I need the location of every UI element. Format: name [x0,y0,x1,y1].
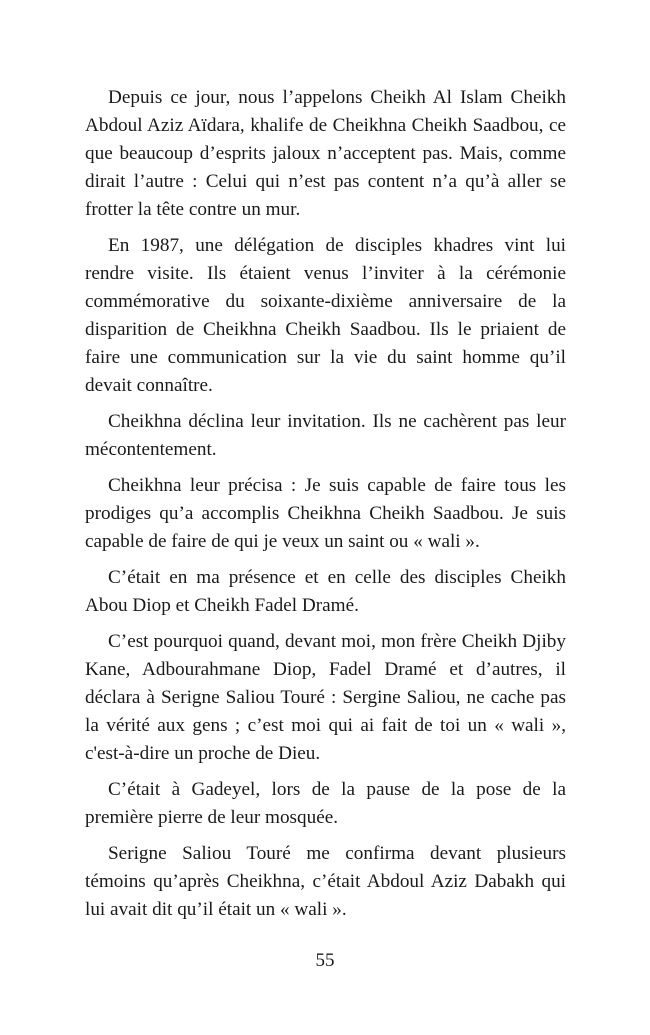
paragraph: Cheikhna déclina leur invitation. Ils ne cachèrent pas leur mécontentement. [85,411,566,460]
body-text [85,84,566,932]
paragraph: C’était à Gadeyel, lors de la pause de la pose de la première pierre de leur mosquée. [85,779,566,828]
paragraph: En 1987, une délégation de disciples khadres vint lui rendre visite. Ils étaient venus l’inviter à la cérémonie commémorative du soixante-dixième anniversaire de la disparition de Cheikhna Cheikh Saadbou. Ils le priaient de faire une communication sur la vie du saint homme qu’il devait connaître. [85,235,566,396]
paragraph: Cheikhna leur précisa : Je suis capable de faire tous les prodiges qu’a accomplis Cheikhna Cheikh Saadbou. Je suis capable de faire de qui je veux un saint ou « wali ». [85,475,566,552]
paragraph: C’est pourquoi quand, devant moi, mon frère Cheikh Djiby Kane, Adbourahmane Diop, Fadel Dramé et d’autres, il déclara à Serigne Saliou Touré : Sergine Saliou, ne cache pas la vérité aux gens ; c’est moi qui ai fait de toi un « wali », c'est-à-dire un proche de Dieu. [85,631,566,764]
paragraph: C’était en ma présence et en celle des disciples Cheikh Abou Diop et Cheikh Fadel Dramé. [85,567,566,616]
paragraph: Serigne Saliou Touré me confirma devant plusieurs témoins qu’après Cheikhna, c’était Abdoul Aziz Dabakh qui lui avait dit qu’il était un « wali ». [85,843,566,920]
page-number: 55 [315,950,335,971]
paragraph: Depuis ce jour, nous l’appelons Cheikh Al Islam Cheikh Abdoul Aziz Aïdara, khalife de Cheikhna Cheikh Saadbou, ce que beaucoup d’esprits jaloux n’acceptent pas. Mais, comme dirait l’autre : Celui qui n’est pas content n’a qu’à aller se frotter la tête contre un mur. [85,87,566,220]
